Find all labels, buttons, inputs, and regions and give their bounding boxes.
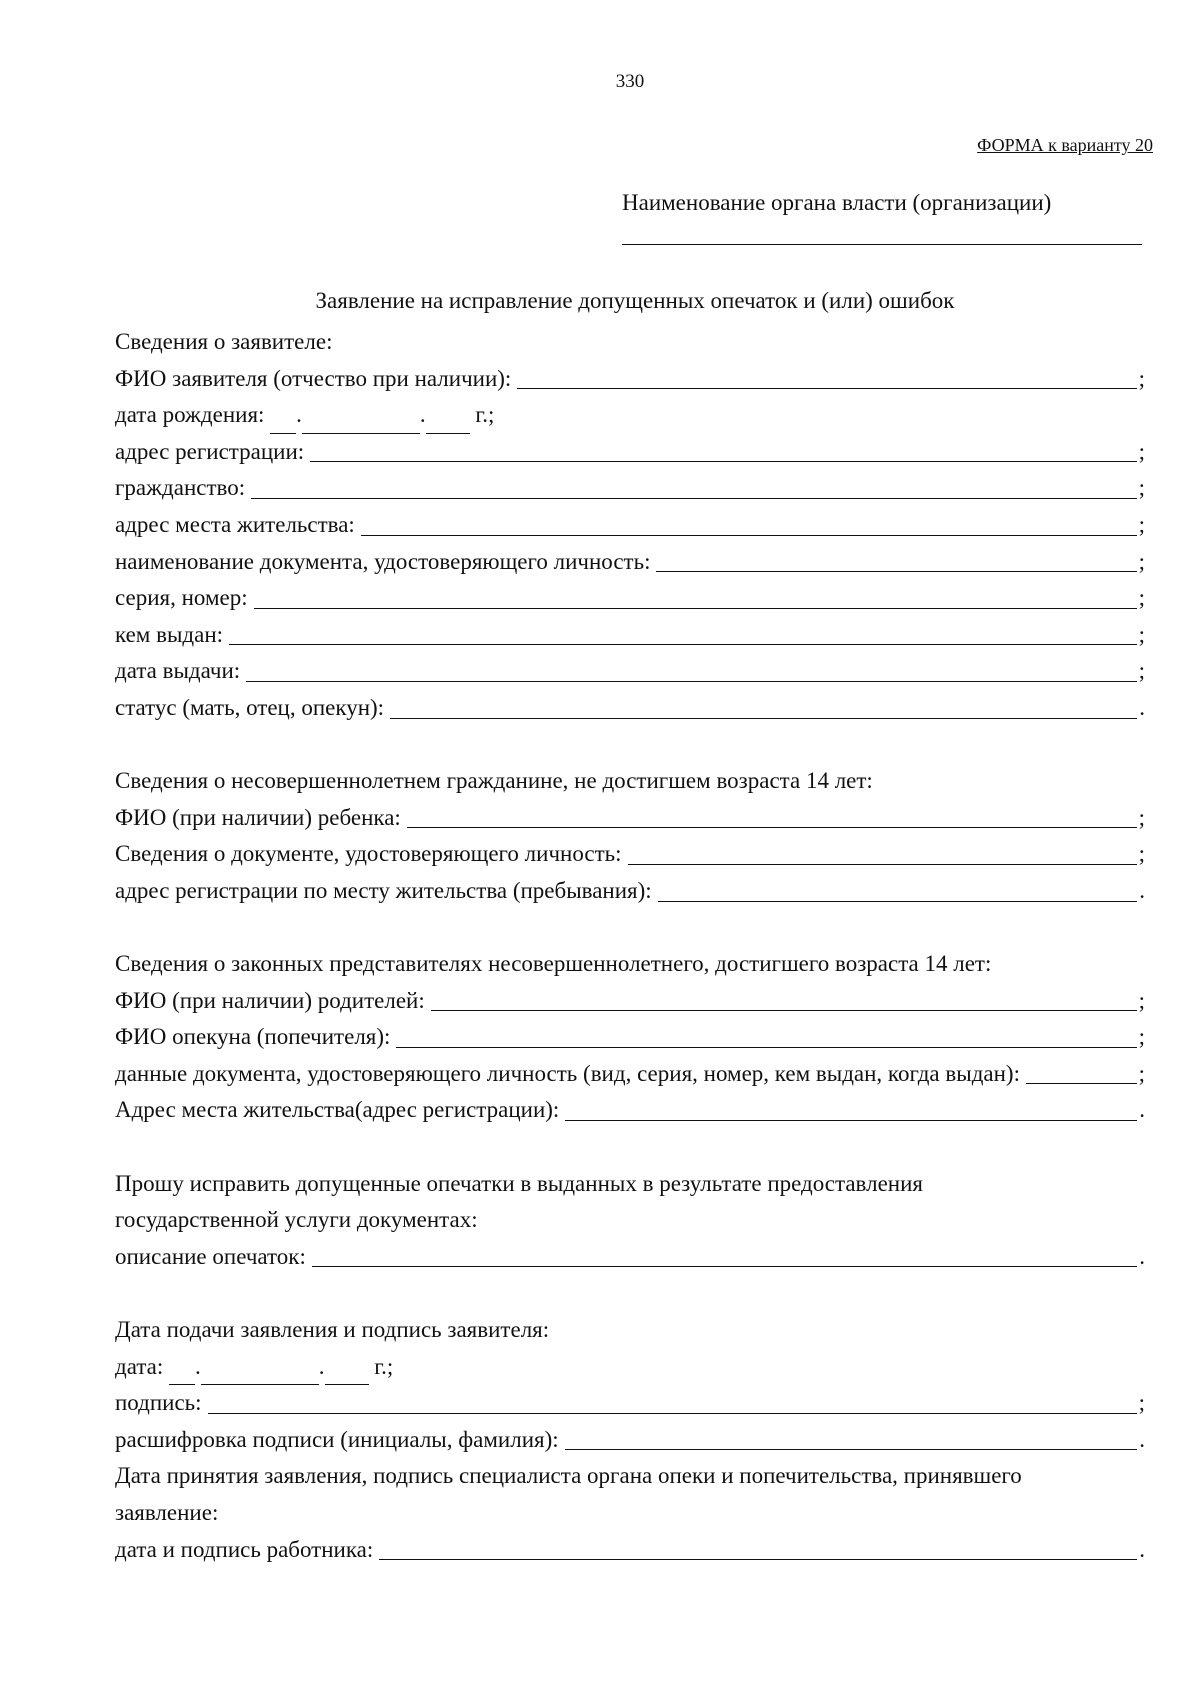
status-field[interactable]	[390, 718, 1137, 719]
issue-date-field[interactable]	[246, 681, 1136, 682]
rep-doc-label: данные документа, удостоверяющего личность (вид, серия, номер, кем выдан, когда выдан):	[115, 1060, 1020, 1086]
signature-decoding-field[interactable]	[565, 1449, 1138, 1450]
signing-heading: Дата подачи заявления и подпись заявителя:	[115, 1317, 550, 1343]
reg-address-label: адрес регистрации:	[115, 438, 305, 464]
parents-fio-field[interactable]	[431, 1010, 1137, 1011]
semicolon: ;	[1138, 475, 1145, 501]
status-label: статус (мать, отец, опекун):	[115, 694, 385, 720]
id-doc-label: наименование документа, удостоверяющего личность:	[115, 548, 651, 574]
minor-doc-field[interactable]	[628, 864, 1137, 865]
worker-sign-field[interactable]	[379, 1559, 1137, 1560]
signature-row	[115, 1385, 1145, 1422]
status-row	[115, 690, 1145, 727]
series-number-label: серия, номер:	[115, 585, 248, 611]
applicant-fio-label: ФИО заявителя (отчество при наличии):	[115, 365, 512, 391]
minor-address-field[interactable]	[658, 901, 1138, 902]
document-title: Заявление на исправление допущенных опечаток и (или) ошибок	[315, 288, 955, 313]
birth-date-row: дата рождения: . . г.;	[115, 397, 1145, 434]
parents-fio-label: ФИО (при наличии) родителей:	[115, 987, 425, 1013]
request-line-2: государственной услуги документах:	[115, 1207, 478, 1233]
representatives-heading: Сведения о законных представителях несовершеннолетнего, достигшего возраста 14 лет:	[115, 951, 992, 977]
typo-description-row	[115, 1239, 1145, 1276]
spacer	[115, 910, 1145, 947]
residence-field[interactable]	[361, 535, 1137, 536]
semicolon: ;	[1138, 987, 1145, 1013]
series-number-field[interactable]	[254, 608, 1137, 609]
semicolon: ;	[1138, 804, 1145, 830]
birth-year-field[interactable]	[426, 432, 470, 434]
period: .	[1139, 1097, 1145, 1123]
organization-name: Наименование органа власти (организации)	[622, 190, 1052, 215]
semicolon: ;	[1138, 548, 1145, 574]
signature-decoding-label: расшифровка подписи (инициалы, фамилия):	[115, 1426, 559, 1452]
form-body	[115, 324, 1145, 1568]
applicant-fio-row	[115, 361, 1145, 398]
page-number: 330	[615, 71, 645, 92]
rep-address-row	[115, 1092, 1145, 1129]
rep-address-label: Адрес места жительства(адрес регистрации):	[115, 1097, 560, 1123]
spacer	[115, 727, 1145, 764]
signature-decoding-row	[115, 1422, 1145, 1459]
period: .	[1139, 1426, 1145, 1452]
signature-field[interactable]	[208, 1413, 1137, 1414]
guardian-fio-row	[115, 1019, 1145, 1056]
typo-description-label: описание опечаток:	[115, 1243, 306, 1269]
rep-doc-field[interactable]	[1026, 1083, 1137, 1084]
minor-address-row	[115, 873, 1145, 910]
request-line-1: Прошу исправить допущенные опечатки в выданных в результате предоставления	[115, 1170, 923, 1196]
acceptance-line-1: Дата принятия заявления, подпись специалиста органа опеки и попечительства, принявшего	[115, 1463, 1022, 1489]
semicolon: ;	[1138, 1060, 1145, 1086]
acceptance-line-2: заявление:	[115, 1500, 219, 1525]
minor-fio-label: ФИО (при наличии) ребенка:	[115, 804, 401, 830]
year-suffix: г.;	[374, 1353, 394, 1379]
residence-row	[115, 507, 1145, 544]
sign-year-field[interactable]	[325, 1383, 369, 1385]
semicolon: ;	[1138, 585, 1145, 611]
period: .	[1139, 877, 1145, 903]
rep-address-field[interactable]	[565, 1120, 1137, 1121]
semicolon: ;	[1138, 365, 1145, 391]
spacer	[115, 1275, 1145, 1312]
issued-by-label: кем выдан:	[115, 621, 224, 647]
birth-date-label: дата рождения:	[115, 402, 265, 428]
organization-blank[interactable]	[622, 218, 1142, 245]
typo-description-field[interactable]	[312, 1266, 1137, 1267]
minor-fio-field[interactable]	[407, 827, 1137, 828]
spacer	[115, 1129, 1145, 1166]
issued-by-field[interactable]	[229, 644, 1137, 645]
parents-fio-row	[115, 983, 1145, 1020]
organization-block	[622, 190, 1142, 245]
signature-label: подпись:	[115, 1390, 202, 1416]
semicolon: ;	[1138, 438, 1145, 464]
period: .	[1139, 694, 1145, 720]
minor-fio-row	[115, 800, 1145, 837]
period: .	[1139, 1536, 1145, 1562]
applicant-heading: Сведения о заявителе:	[115, 329, 333, 354]
form-reference: ФОРМА к варианту 20	[977, 135, 1153, 155]
issue-date-label: дата выдачи:	[115, 658, 241, 684]
semicolon: ;	[1138, 621, 1145, 647]
worker-sign-label: дата и подпись работника:	[115, 1536, 374, 1562]
rep-doc-row	[115, 1056, 1145, 1093]
semicolon: ;	[1138, 658, 1145, 684]
citizenship-row	[115, 470, 1145, 507]
guardian-fio-label: ФИО опекуна (попечителя):	[115, 1024, 391, 1050]
birth-month-field[interactable]	[302, 432, 420, 434]
reg-address-row	[115, 434, 1145, 471]
minor-heading: Сведения о несовершеннолетнем гражданине, не достигшем возраста 14 лет:	[115, 768, 873, 794]
issue-date-row	[115, 653, 1145, 690]
citizenship-label: гражданство:	[115, 475, 246, 501]
series-number-row	[115, 580, 1145, 617]
id-doc-field[interactable]	[656, 571, 1136, 572]
semicolon: ;	[1138, 841, 1145, 867]
sign-date-label: дата:	[115, 1353, 164, 1379]
semicolon: ;	[1138, 1390, 1145, 1416]
minor-doc-row	[115, 836, 1145, 873]
semicolon: ;	[1138, 511, 1145, 537]
sign-month-field[interactable]	[201, 1383, 319, 1385]
worker-sign-row	[115, 1532, 1145, 1569]
issued-by-row	[115, 617, 1145, 654]
guardian-fio-field[interactable]	[396, 1047, 1136, 1048]
minor-address-label: адрес регистрации по месту жительства (пребывания):	[115, 877, 652, 903]
minor-doc-label: Сведения о документе, удостоверяющего личность:	[115, 841, 622, 867]
year-suffix: г.;	[475, 402, 495, 428]
semicolon: ;	[1138, 1024, 1145, 1050]
sign-date-row: дата: . . г.;	[115, 1349, 1145, 1386]
period: .	[1139, 1243, 1145, 1269]
citizenship-field[interactable]	[251, 498, 1137, 499]
applicant-fio-field[interactable]	[517, 388, 1136, 389]
residence-label: адрес места жительства:	[115, 511, 355, 537]
id-doc-row	[115, 544, 1145, 581]
reg-address-field[interactable]	[310, 461, 1136, 462]
